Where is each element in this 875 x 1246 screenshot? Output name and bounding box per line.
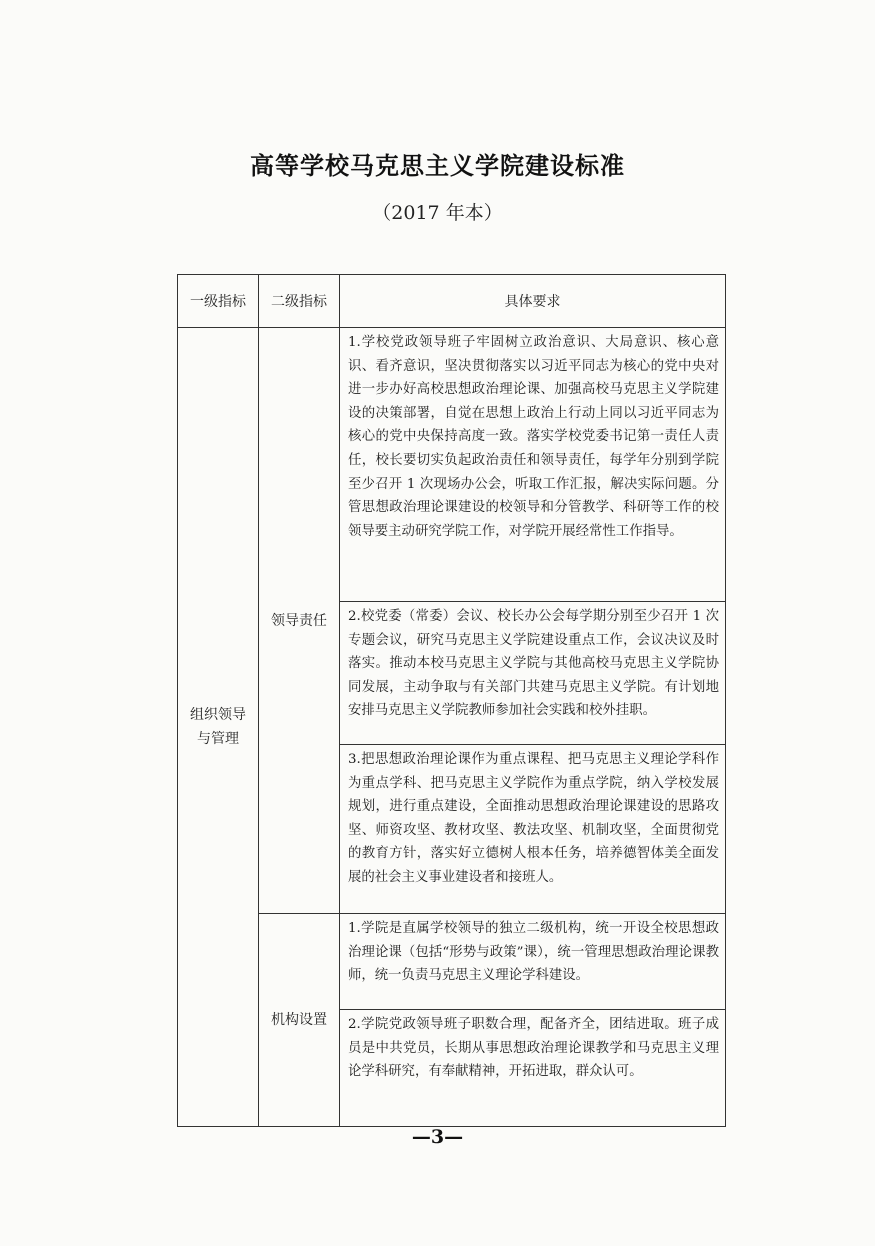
- requirement-item: 1.学院是直属学校领导的独立二级机构，统一开设全校思想政治理论课（包括“形势与政策”课），统一管理思想政治理论课教师，统一负责马克思主义理论学科建设。: [340, 914, 726, 1010]
- document-subtitle: （2017 年本）: [372, 202, 503, 224]
- requirement-item: 2.校党委（常委）会议、校长办公会每学期分别至少召开 1 次专题会议，研究马克思主义学院建设重点工作，会议决议及时落实。推动本校马克思主义学院与其他高校马克思主义学院协同发展，主动争取与有关部门共建马克思主义学院。有计划地安排马克思主义学院教师参加社会实践和校外挂职。: [340, 602, 726, 745]
- requirement-item: 1.学校党政领导班子牢固树立政治意识、大局意识、核心意识、看齐意识，坚决贯彻落实以习近平同志为核心的党中央对进一步办好高校思想政治理论课、加强高校马克思主义学院建设的决策部署，自觉在思想上政治上行动上同以习近平同志为核心的党中央保持高度一致。落实学校党委书记第一责任人责任，校长要切实负起政治责任和领导责任，每学年分别到学院至少召开 1 次现场办公会，听取工作汇报，解决实际问题。分管思想政治理论课建设的校领导和分管教学、科研等工作的校领导要主动研究学院工作，对学院开展经常性工作指导。: [340, 328, 726, 602]
- requirement-item: 2.学院党政领导班子职数合理，配备齐全，团结进取。班子成员是中共党员，长期从事思想政治理论课教学和马克思主义理论学科研究，有奉献精神，开拓进取，群众认可。: [340, 1010, 726, 1127]
- requirement-item: 3.把思想政治理论课作为重点课程、把马克思主义理论学科作为重点学科、把马克思主义学院作为重点学院，纳入学校发展规划，进行重点建设，全面推动思想政治理论课建设的思路攻坚、师资攻坚、教材攻坚、教法攻坚、机制攻坚，全面贯彻党的教育方针，落实好立德树人根本任务，培养德智体美全面发展的社会主义事业建设者和接班人。: [340, 745, 726, 914]
- header-level1: 一级指标: [178, 275, 259, 328]
- level1-label: 组织领导与管理: [190, 707, 246, 747]
- document-title: 高等学校马克思主义学院建设标准: [250, 151, 625, 180]
- level2-indicator-organization: 机构设置: [259, 914, 340, 1127]
- header-level2: 二级指标: [259, 275, 340, 328]
- table-row: [178, 914, 726, 1010]
- level1-indicator: [178, 328, 259, 1127]
- level2-indicator-leadership: 领导责任: [259, 328, 340, 914]
- table-header-row: [178, 275, 726, 328]
- header-requirements: 具体要求: [340, 275, 726, 328]
- page-number: —3—: [411, 1126, 464, 1148]
- standards-table: [177, 274, 726, 1127]
- table-row: [178, 328, 726, 602]
